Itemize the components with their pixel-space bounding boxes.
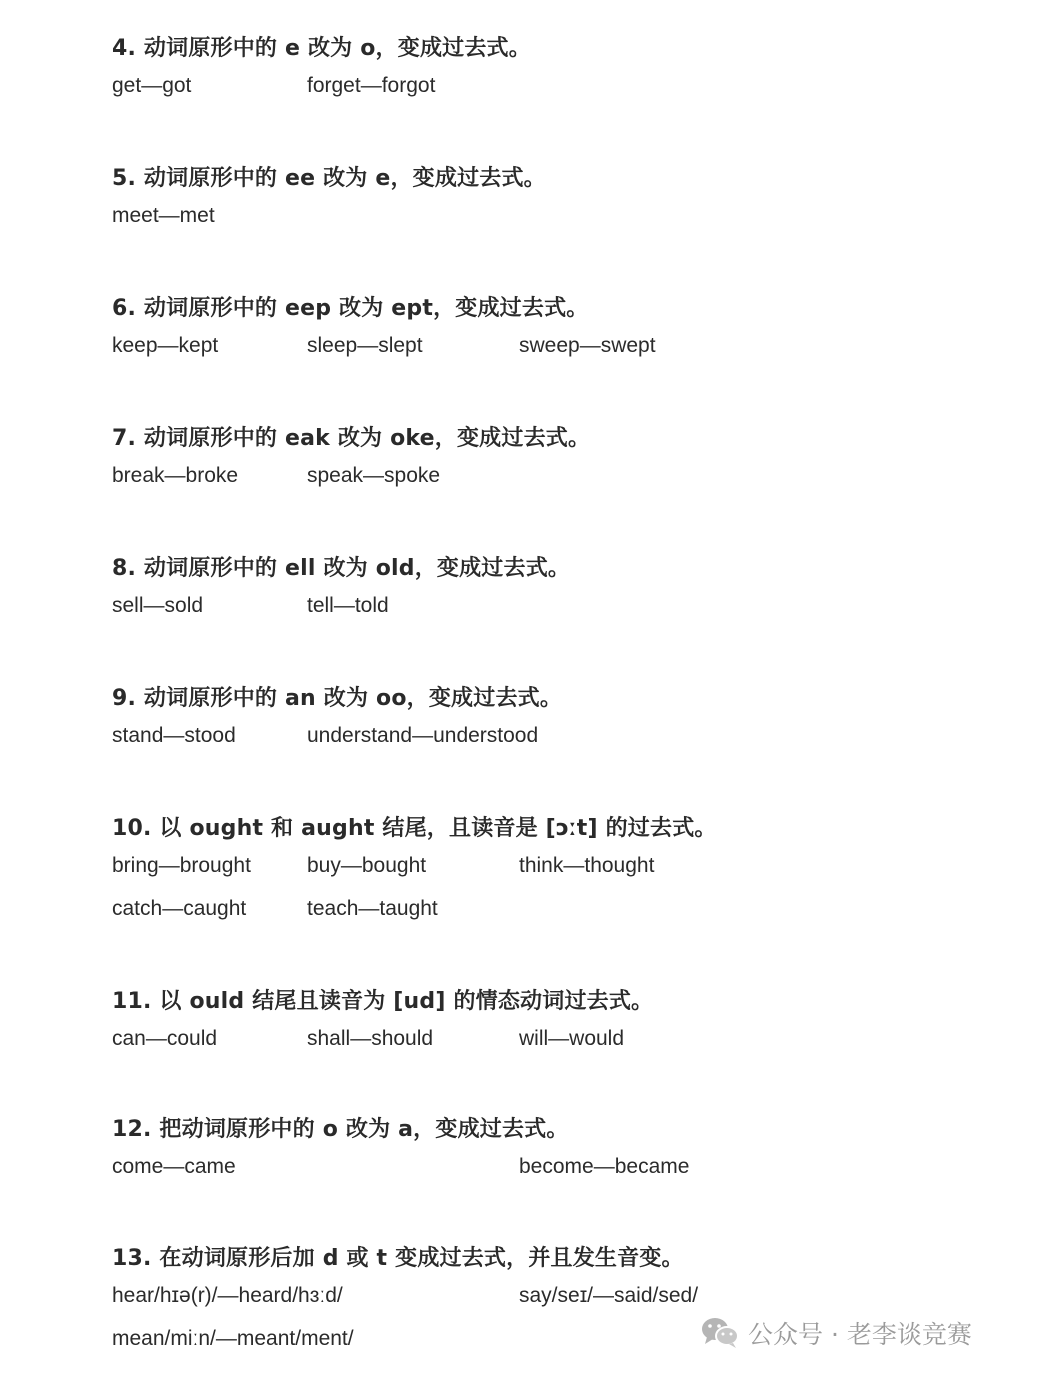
word-pair: sweep—swept	[519, 334, 656, 357]
word-pair: come—came	[112, 1155, 236, 1178]
word-row	[0, 1155, 1042, 1187]
section-heading: 6. 动词原形中的 eep 改为 ept，变成过去式。	[112, 296, 589, 321]
section-heading: 11. 以 ould 结尾且读音为 [ud] 的情态动词过去式。	[112, 989, 654, 1014]
watermark-text: 公众号 · 老李谈竞赛	[748, 1320, 972, 1349]
word-row	[0, 594, 1042, 626]
section-heading: 9. 动词原形中的 an 改为 oo，变成过去式。	[112, 686, 563, 711]
word-row	[0, 724, 1042, 756]
word-pair: forget—forgot	[307, 74, 436, 97]
wechat-icon	[700, 1315, 740, 1351]
word-pair: become—became	[519, 1155, 690, 1178]
word-row	[0, 334, 1042, 366]
word-pair: sell—sold	[112, 594, 204, 617]
word-pair: meet—met	[112, 204, 215, 227]
word-pair: will—would	[519, 1027, 625, 1050]
word-pair: buy—bought	[307, 854, 427, 877]
word-pair: bring—brought	[112, 854, 251, 877]
word-pair: catch—caught	[112, 897, 247, 920]
section-heading: 7. 动词原形中的 eak 改为 oke，变成过去式。	[112, 426, 591, 451]
section-heading: 8. 动词原形中的 ell 改为 old，变成过去式。	[112, 556, 571, 581]
word-row	[0, 74, 1042, 106]
word-pair: say/seɪ/—said/sed/	[519, 1284, 699, 1307]
word-pair: can—could	[112, 1027, 218, 1050]
word-pair: sleep—slept	[307, 334, 423, 357]
word-row	[0, 897, 1042, 929]
word-pair: tell—told	[307, 594, 389, 617]
word-pair: think—thought	[519, 854, 655, 877]
word-pair: break—broke	[112, 464, 239, 487]
word-pair: get—got	[112, 74, 192, 97]
section-heading: 13. 在动词原形后加 d 或 t 变成过去式，并且发生音变。	[112, 1246, 684, 1271]
section-heading: 4. 动词原形中的 e 改为 o，变成过去式。	[112, 36, 531, 61]
word-pair: shall—should	[307, 1027, 434, 1050]
section-heading: 10. 以 ought 和 aught 结尾，且读音是 [ɔːt] 的过去式。	[112, 816, 717, 841]
word-row	[0, 1027, 1042, 1059]
word-row	[0, 854, 1042, 886]
word-row	[0, 204, 1042, 236]
word-pair: understand—understood	[307, 724, 539, 747]
word-row	[0, 464, 1042, 496]
word-pair: speak—spoke	[307, 464, 441, 487]
word-pair: stand—stood	[112, 724, 236, 747]
word-pair: keep—kept	[112, 334, 219, 357]
word-row	[0, 1284, 1042, 1316]
watermark	[700, 1313, 972, 1353]
word-pair: teach—taught	[307, 897, 438, 920]
section-heading: 5. 动词原形中的 ee 改为 e，变成过去式。	[112, 166, 546, 191]
word-pair: hear/hɪə(r)/—heard/hɜːd/	[112, 1284, 343, 1307]
word-pair: mean/miːn/—meant/ment/	[112, 1327, 354, 1350]
section-heading: 12. 把动词原形中的 o 改为 a，变成过去式。	[112, 1117, 569, 1142]
